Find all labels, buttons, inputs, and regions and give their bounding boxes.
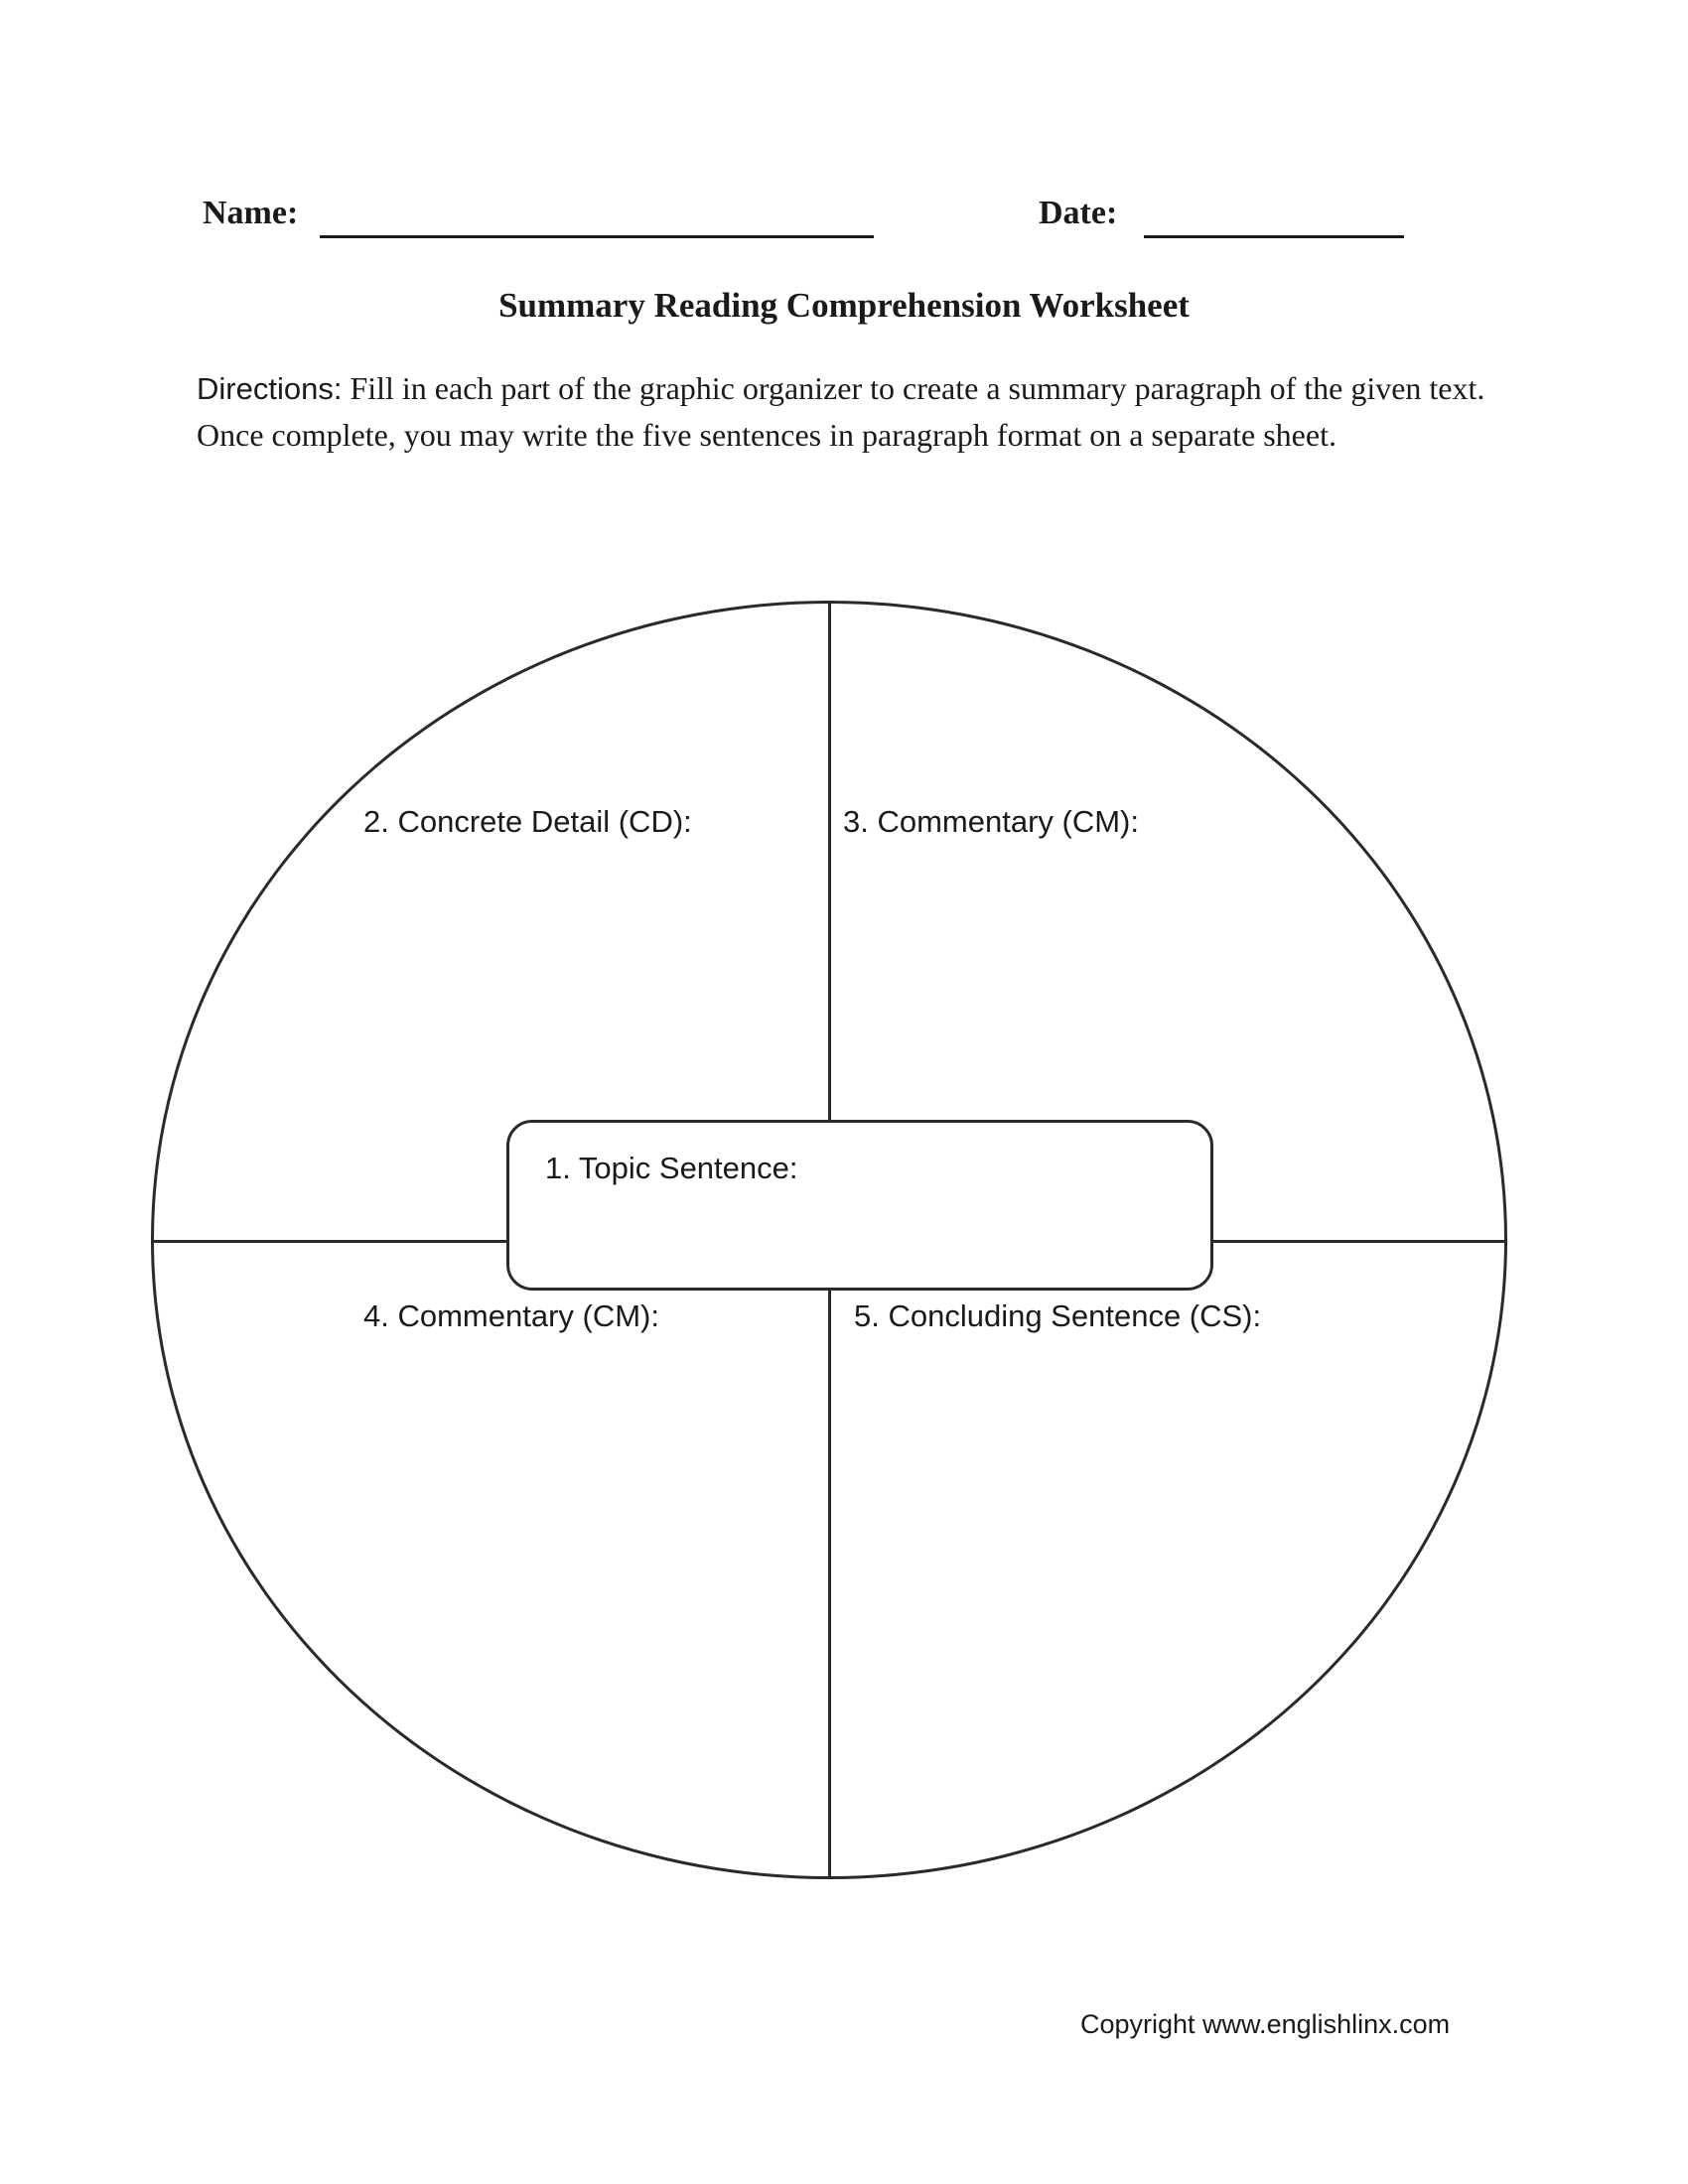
topic-sentence-label: 1. Topic Sentence:: [545, 1151, 798, 1185]
quadrant-label-concluding-sentence: 5. Concluding Sentence (CS):: [854, 1298, 1262, 1333]
quadrant-label-commentary-bottom: 4. Commentary (CM):: [363, 1298, 659, 1333]
date-label: Date:: [1039, 195, 1118, 231]
name-label: Name:: [203, 195, 299, 231]
quadrant-label-concrete-detail: 2. Concrete Detail (CD):: [363, 804, 692, 839]
directions-label: Directions:: [197, 371, 343, 406]
quadrant-label-commentary-top: 3. Commentary (CM):: [843, 804, 1139, 839]
topic-sentence-box: [506, 1120, 1213, 1291]
copyright-text: Copyright www.englishlinx.com: [1080, 2009, 1451, 2039]
page-title: Summary Reading Comprehension Worksheet: [498, 286, 1190, 325]
directions-body: Fill in each part of the graphic organizer to create a summary paragraph of the given text. Once complete, you may write the five sentences in paragraph format on a separate sheet.: [197, 370, 1485, 453]
